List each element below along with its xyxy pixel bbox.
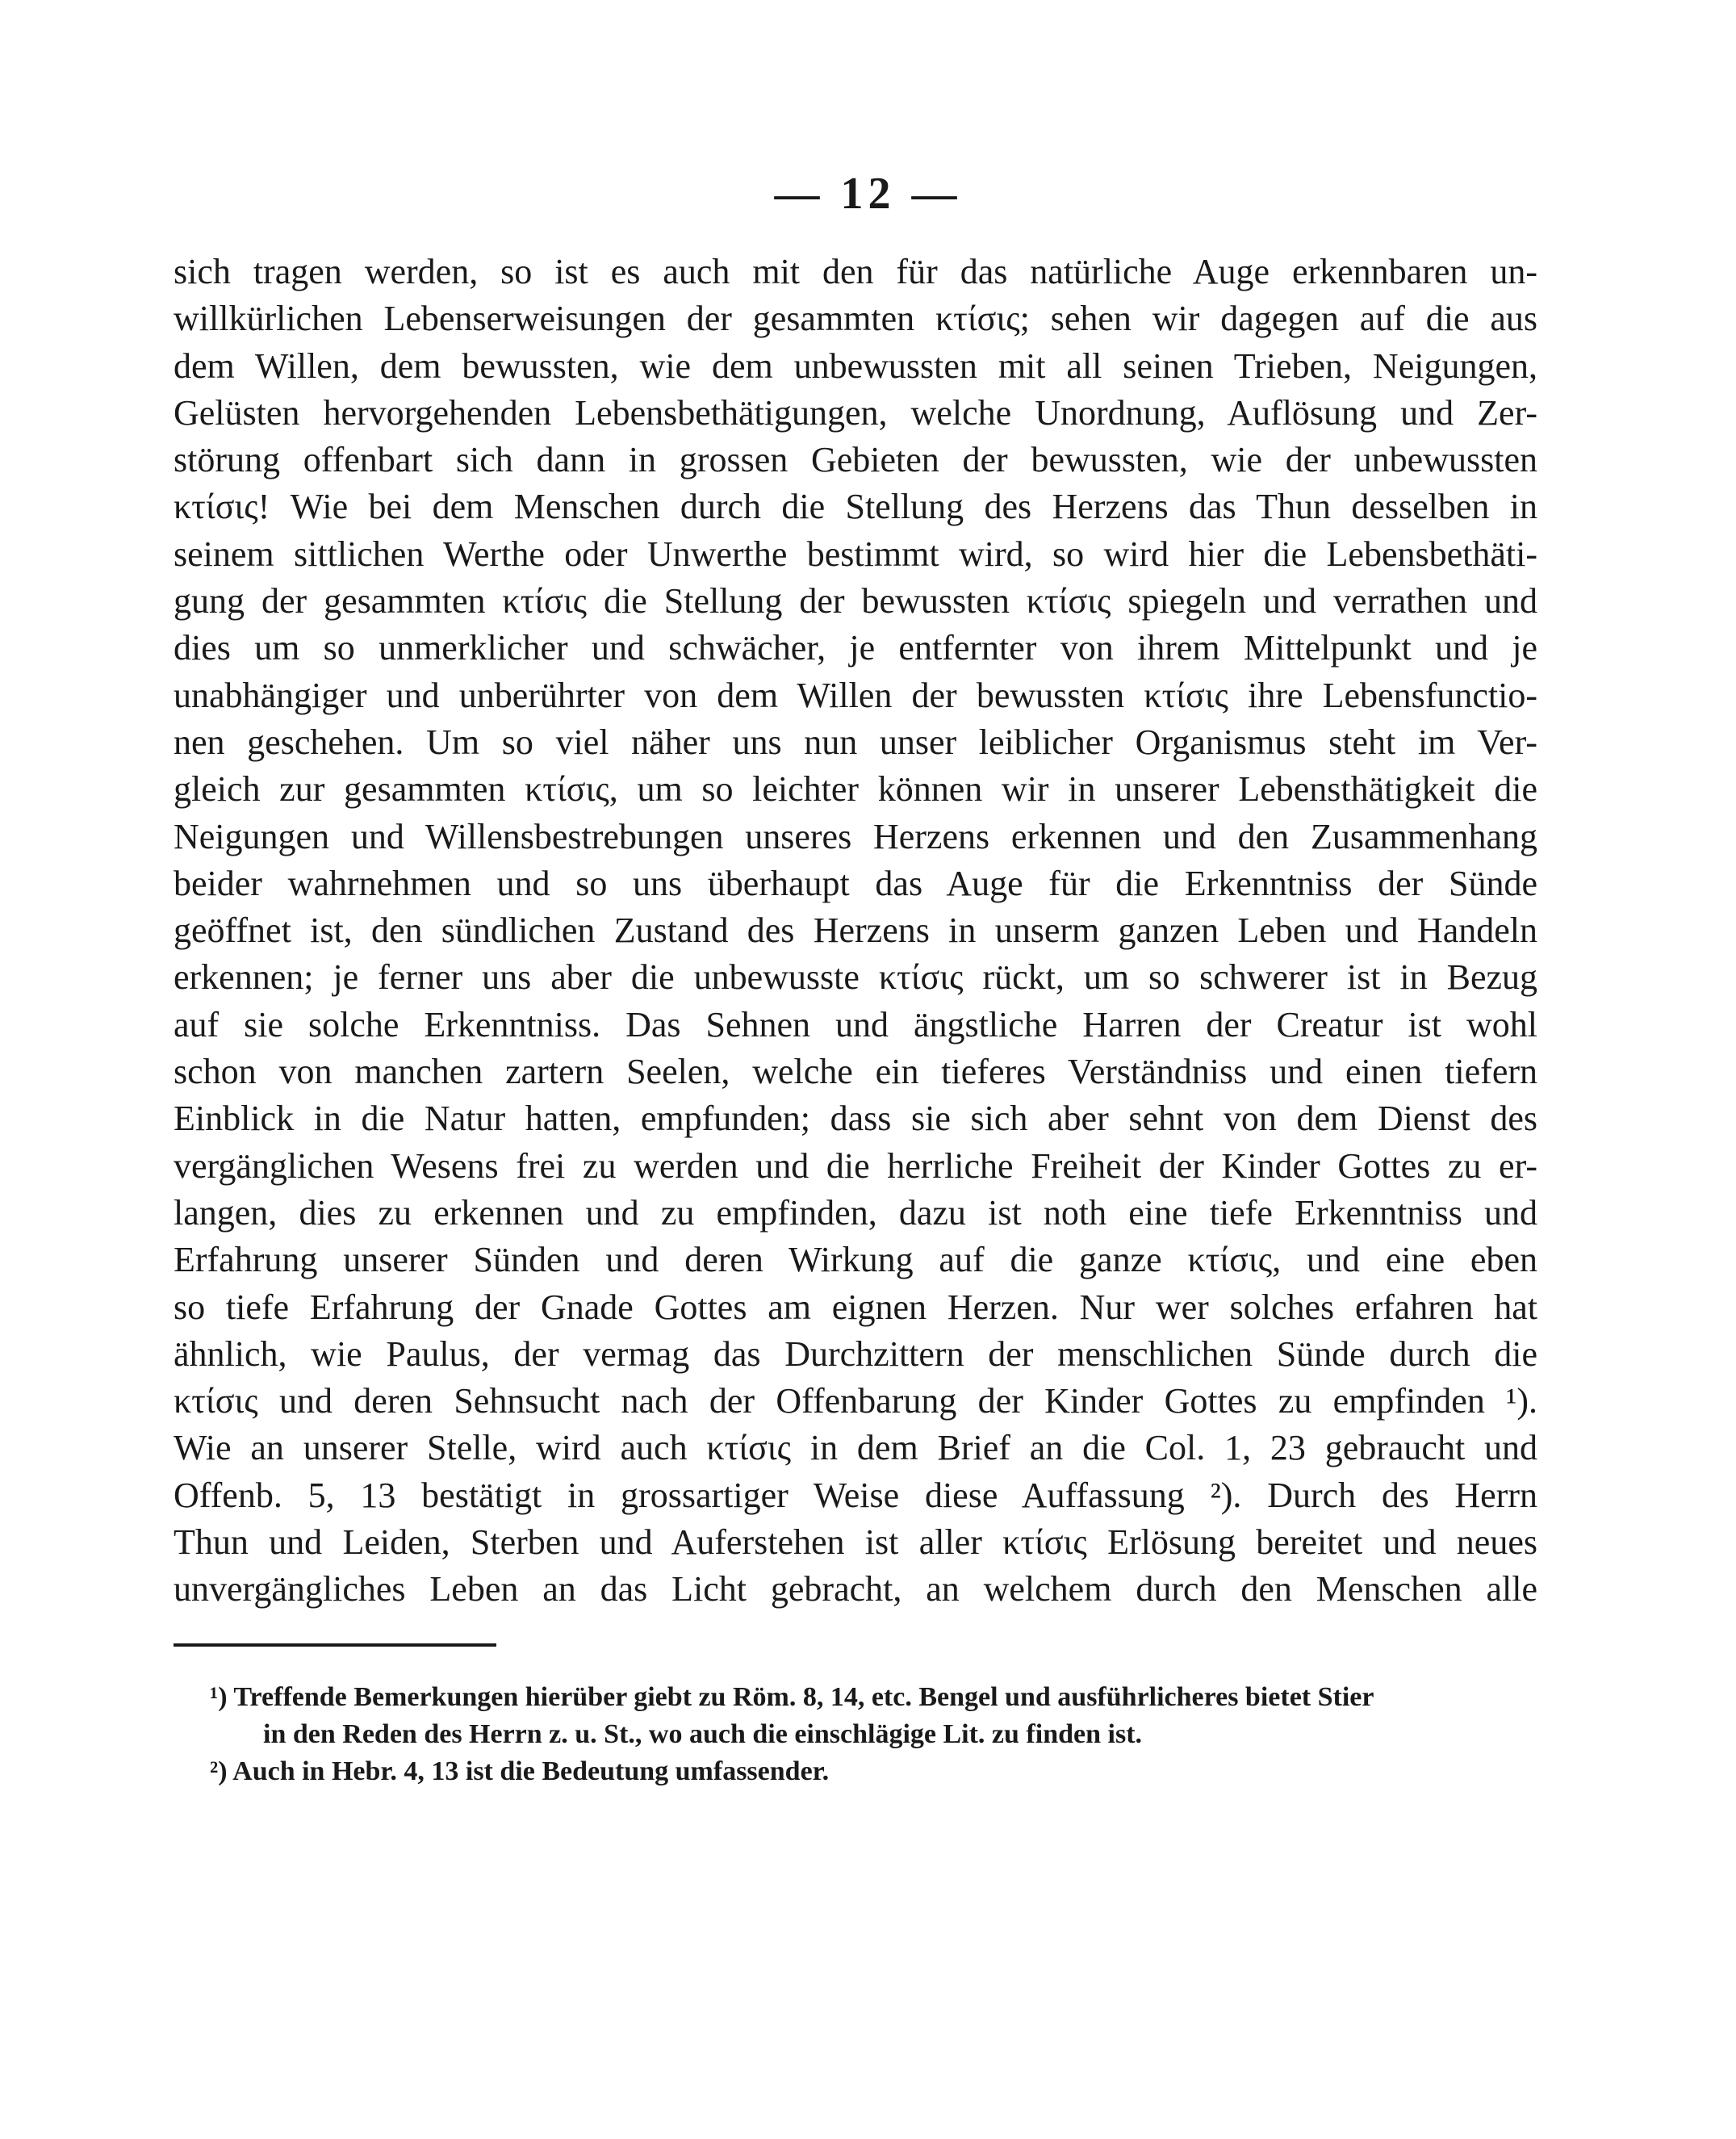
body-text <box>174 249 1537 1614</box>
text-line: Neigungen und Willensbestrebungen unseres Herzens erkennen und den Zusammenhang <box>174 816 1537 856</box>
text-line: gleich zur gesammten κτίσις, um so leichter können wir in unserer Lebensthätigkeit die <box>174 769 1537 810</box>
page-number: — 12 — <box>774 169 962 219</box>
text-line: geöffnet ist, den sündlichen Zustand des Herzens in unserm ganzen Leben und Handeln <box>174 910 1537 951</box>
text-line: unabhängiger und unberührter von dem Willen der bewussten κτίσις ihre Lebensfunctio- <box>174 675 1537 715</box>
text-line: Thun und Leiden, Sterben und Auferstehen ist aller κτίσις Erlösung bereitet und neues <box>174 1522 1537 1563</box>
text-line: erkennen; je ferner uns aber die unbewusste κτίσις rückt, um so schwerer ist in Bezug <box>174 957 1537 998</box>
text-line: dies um so unmerklicher und schwächer, je entfernter von ihrem Mittelpunkt und je <box>174 628 1537 668</box>
text-line: κτίσις! Wie bei dem Menschen durch die Stellung des Herzens das Thun desselben in <box>174 487 1537 527</box>
footnote-2: ²) Auch in Hebr. 4, 13 ist die Bedeutung umfassender. <box>210 1756 830 1786</box>
text-line: langen, dies zu erkennen und zu empfinden, dazu ist noth eine tiefe Erkenntniss und <box>174 1192 1537 1233</box>
footnote-1: ¹) Treffende Bemerkungen hierüber giebt zu Röm. 8, 14, etc. Bengel und ausführlicheres bietet Stier <box>210 1682 1374 1712</box>
text-line: störung offenbart sich dann in grossen Gebieten der bewussten, wie der unbewussten <box>174 440 1537 480</box>
text-line: seinem sittlichen Werthe oder Unwerthe bestimmt wird, so wird hier die Lebensbethäti- <box>174 534 1537 574</box>
text-line: Einblick in die Natur hatten, empfunden; dass sie sich aber sehnt von dem Dienst des <box>174 1099 1537 1139</box>
text-line: unvergängliches Leben an das Licht gebracht, an welchem durch den Menschen alle <box>174 1569 1537 1609</box>
footnotes <box>210 1679 1541 1790</box>
text-line: Gelüsten hervorgehenden Lebensbethätigungen, welche Unordnung, Auflösung und Zer- <box>174 392 1537 433</box>
text-line: sich tragen werden, so ist es auch mit den für das natürliche Auge erkennbaren un- <box>174 252 1537 291</box>
text-line: gung der gesammten κτίσις die Stellung der bewussten κτίσις spiegeln und verrathen und <box>174 581 1537 622</box>
text-line: auf sie solche Erkenntniss. Das Sehnen und ängstliche Harren der Creatur ist wohl <box>174 1004 1537 1044</box>
text-line: Offenb. 5, 13 bestätigt in grossartiger Weise diese Auffassung ²). Durch des Herrn <box>174 1475 1537 1515</box>
text-line: so tiefe Erfahrung der Gnade Gottes am eignen Herzen. Nur wer solches erfahren hat <box>174 1287 1537 1327</box>
footnote-divider <box>174 1643 496 1647</box>
text-line: schon von manchen zartern Seelen, welche ein tieferes Verständniss und einen tiefern <box>174 1052 1537 1092</box>
text-line: willkürlichen Lebenserweisungen der gesammten κτίσις; sehen wir dagegen auf die aus <box>174 299 1537 339</box>
text-line: ähnlich, wie Paulus, der vermag das Durchzittern der menschlichen Sünde durch die <box>174 1333 1537 1374</box>
text-line: Wie an unserer Stelle, wird auch κτίσις in dem Brief an die Col. 1, 23 gebraucht und <box>174 1428 1537 1468</box>
text-line: beider wahrnehmen und so uns überhaupt das Auge für die Erkenntniss der Sünde <box>174 863 1537 903</box>
footnote-1-continued: in den Reden des Herrn z. u. St., wo auch die einschlägige Lit. zu finden ist. <box>263 1719 1143 1749</box>
text-line: dem Willen, dem bewussten, wie dem unbewussten mit all seinen Trieben, Neigungen, <box>174 345 1537 386</box>
text-line: κτίσις und deren Sehnsucht nach der Offenbarung der Kinder Gottes zu empfinden ¹). <box>174 1381 1537 1421</box>
text-line: vergänglichen Wesens frei zu werden und die herrliche Freiheit der Kinder Gottes zu er- <box>174 1145 1537 1186</box>
text-line: Erfahrung unserer Sünden und deren Wirkung auf die ganze κτίσις, und eine eben <box>174 1240 1537 1280</box>
text-line: nen geschehen. Um so viel näher uns nun unser leiblicher Organismus steht im Ver- <box>174 722 1537 762</box>
